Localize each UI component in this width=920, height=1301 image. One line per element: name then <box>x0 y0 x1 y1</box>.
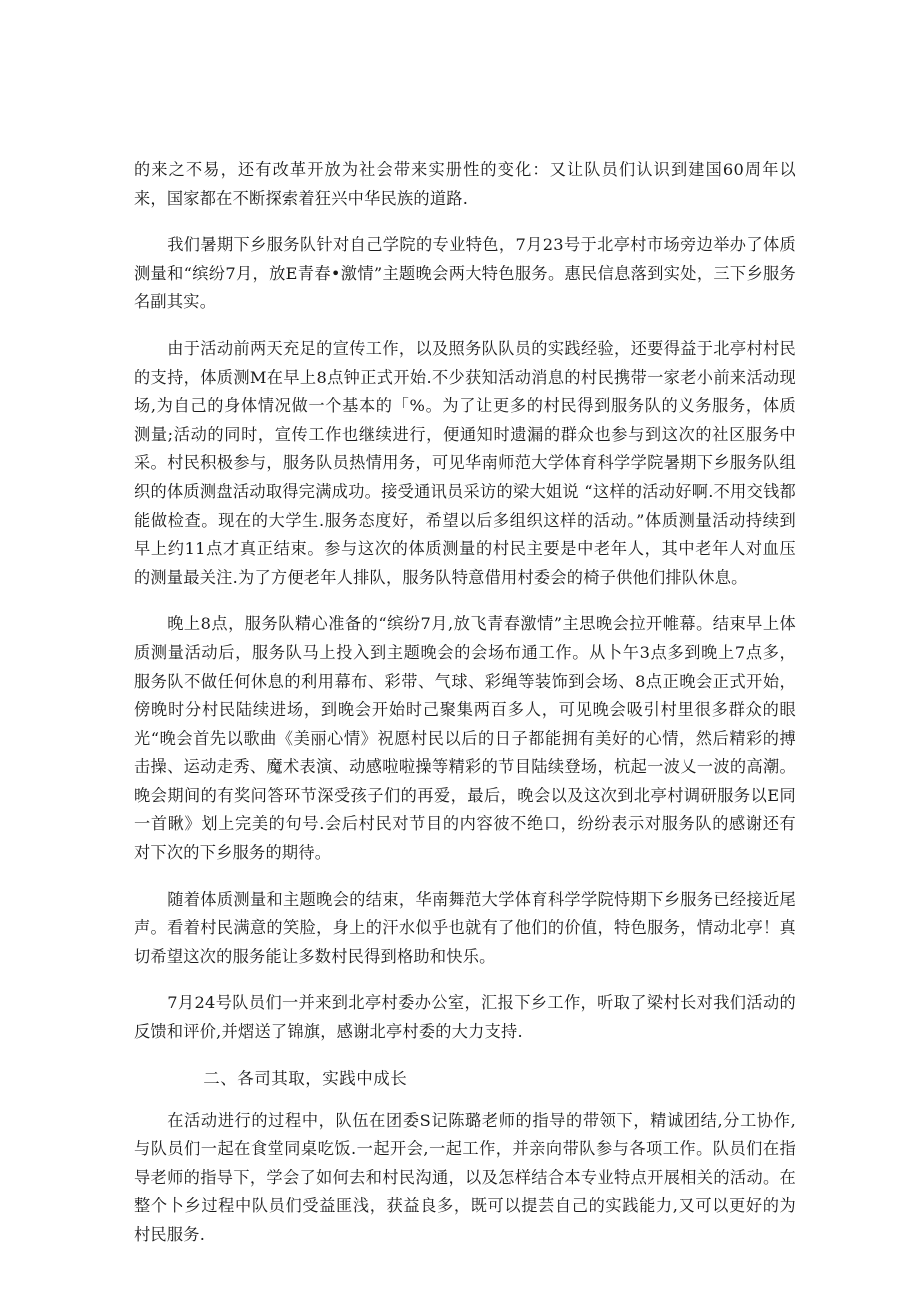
paragraph-report: 7月24号队员们一并来到北亭村委办公室，汇报下乡工作，听取了梁村长对我们活动的反馈和评价,并熠送了锦旗，感谢北亭村委的大力支持. <box>134 993 796 1042</box>
paragraph-continuation: 的来之不易，还有改革开放为社会带来实册性的变化：又让队员们认识到建国60周年以来，国家都在不断探索着狂兴中华民族的道路. <box>134 160 796 208</box>
paragraph-conclusion: 随着体质测量和主题晚会的结束，华南舞范大学体育科学学院恃期下乡服务已经接近尾声。看着村民满意的笑脸，身上的汗水似乎也就有了他们的价值，特色服务，情动北亭！真切希望这次的服务能让多数村民得到格助和快乐。 <box>134 889 796 966</box>
paragraph-service-intro: 我们暑期下乡服务队针对自己学院的专业特色，7月23号于北亭村市场旁边举办了体质测量和“缤纷7月，放E青春•激情”主题晚会两大特色服务。惠民信息落到实处，三下乡服务名副其实。 <box>134 235 796 312</box>
paragraph-evening-show: 晚上8点，服务队精心准备的“缤纷7月,放飞青春激情”主思晚会拉开帷幕。结束早上体质测量活动后，服务队马上投入到主题晚会的会场布通工作。从卜午3点多到晚上7点多，服务队不做任何休息的利用幕布、彩带、气球、彩绳等装饰到会场、8点正晚会正式开始，傍晚时分村民陆续进场，到晚会开始时己聚集两百多人，可见晚会吸引村里很多群众的眼光“晚会首先以歌曲《美丽心情》祝愿村民以后的日子都能拥有美好的心情，然后精彩的搏击操、运动走秀、魔术表演、动感啦啦操等精彩的节目陆续登场，杭起一波乂一波的高潮。晚会期间的有奖问答环节深受孩子们的再爱，最后，晚会以及这次到北亭村调研服务以E同一首瞅》划上完美的句号.会后村民对节目的内容彼不绝口，纷纷表示对服务队的感谢还有对下次的下乡服务的期待。 <box>134 614 796 863</box>
paragraph-physical-test: 由于活动前两天充足的宣传工作，以及照务队队员的实践经验，还要得益于北亭村村民的支持，体质测M在早上8点钟正式开始.不少获知活动消息的村民携带一家老小前来活动现场,为自己的身体情况做一个基本的「%。为了让更多的村民得到服务队的义务服务，体质测量;活动的同时，宣传工作也继续进行，便通知时遗漏的群众也参与到这次的社区服务中采。村民积极参与，服务队员热情用务，可见华南师范大学体育科学学院暑期下乡服务队组织的体质测盘活动取得完满成功。接受通讯员采访的梁大姐说 “这样的活动好啊.不用交钱都能做检查。现在的大学生.服务态度好，希望以后多组织这样的活动。”体质测量活动持续到早上约11点才真正结束。参与这次的体质测量的村民主要是中老年人，其中老年人对血压的测量最关注.为了方便老年人排队，服务队特意借用村委会的椅子供他们排队休息。 <box>134 338 796 587</box>
document-page <box>134 156 796 1268</box>
section-heading: 二、各司其取，实践中成长 <box>203 1068 408 1088</box>
paragraph-growth: 在活动进行的过程中，队伍在团委S记陈璐老师的指导的带领下，精诚团结,分工协作,与队员们一起在食堂同桌吃饭.一起开会,一起工作，并亲向带队参与各项工作。队员们在指导老师的指导下，学会了如何去和村民沟通，以及怎样结合本专业特点开展相关的活动。在整个卜乡过程中队员们受益匪浅，获益良多，既可以提芸自己的实践能力,又可以更好的为村民服务. <box>134 1110 796 1244</box>
